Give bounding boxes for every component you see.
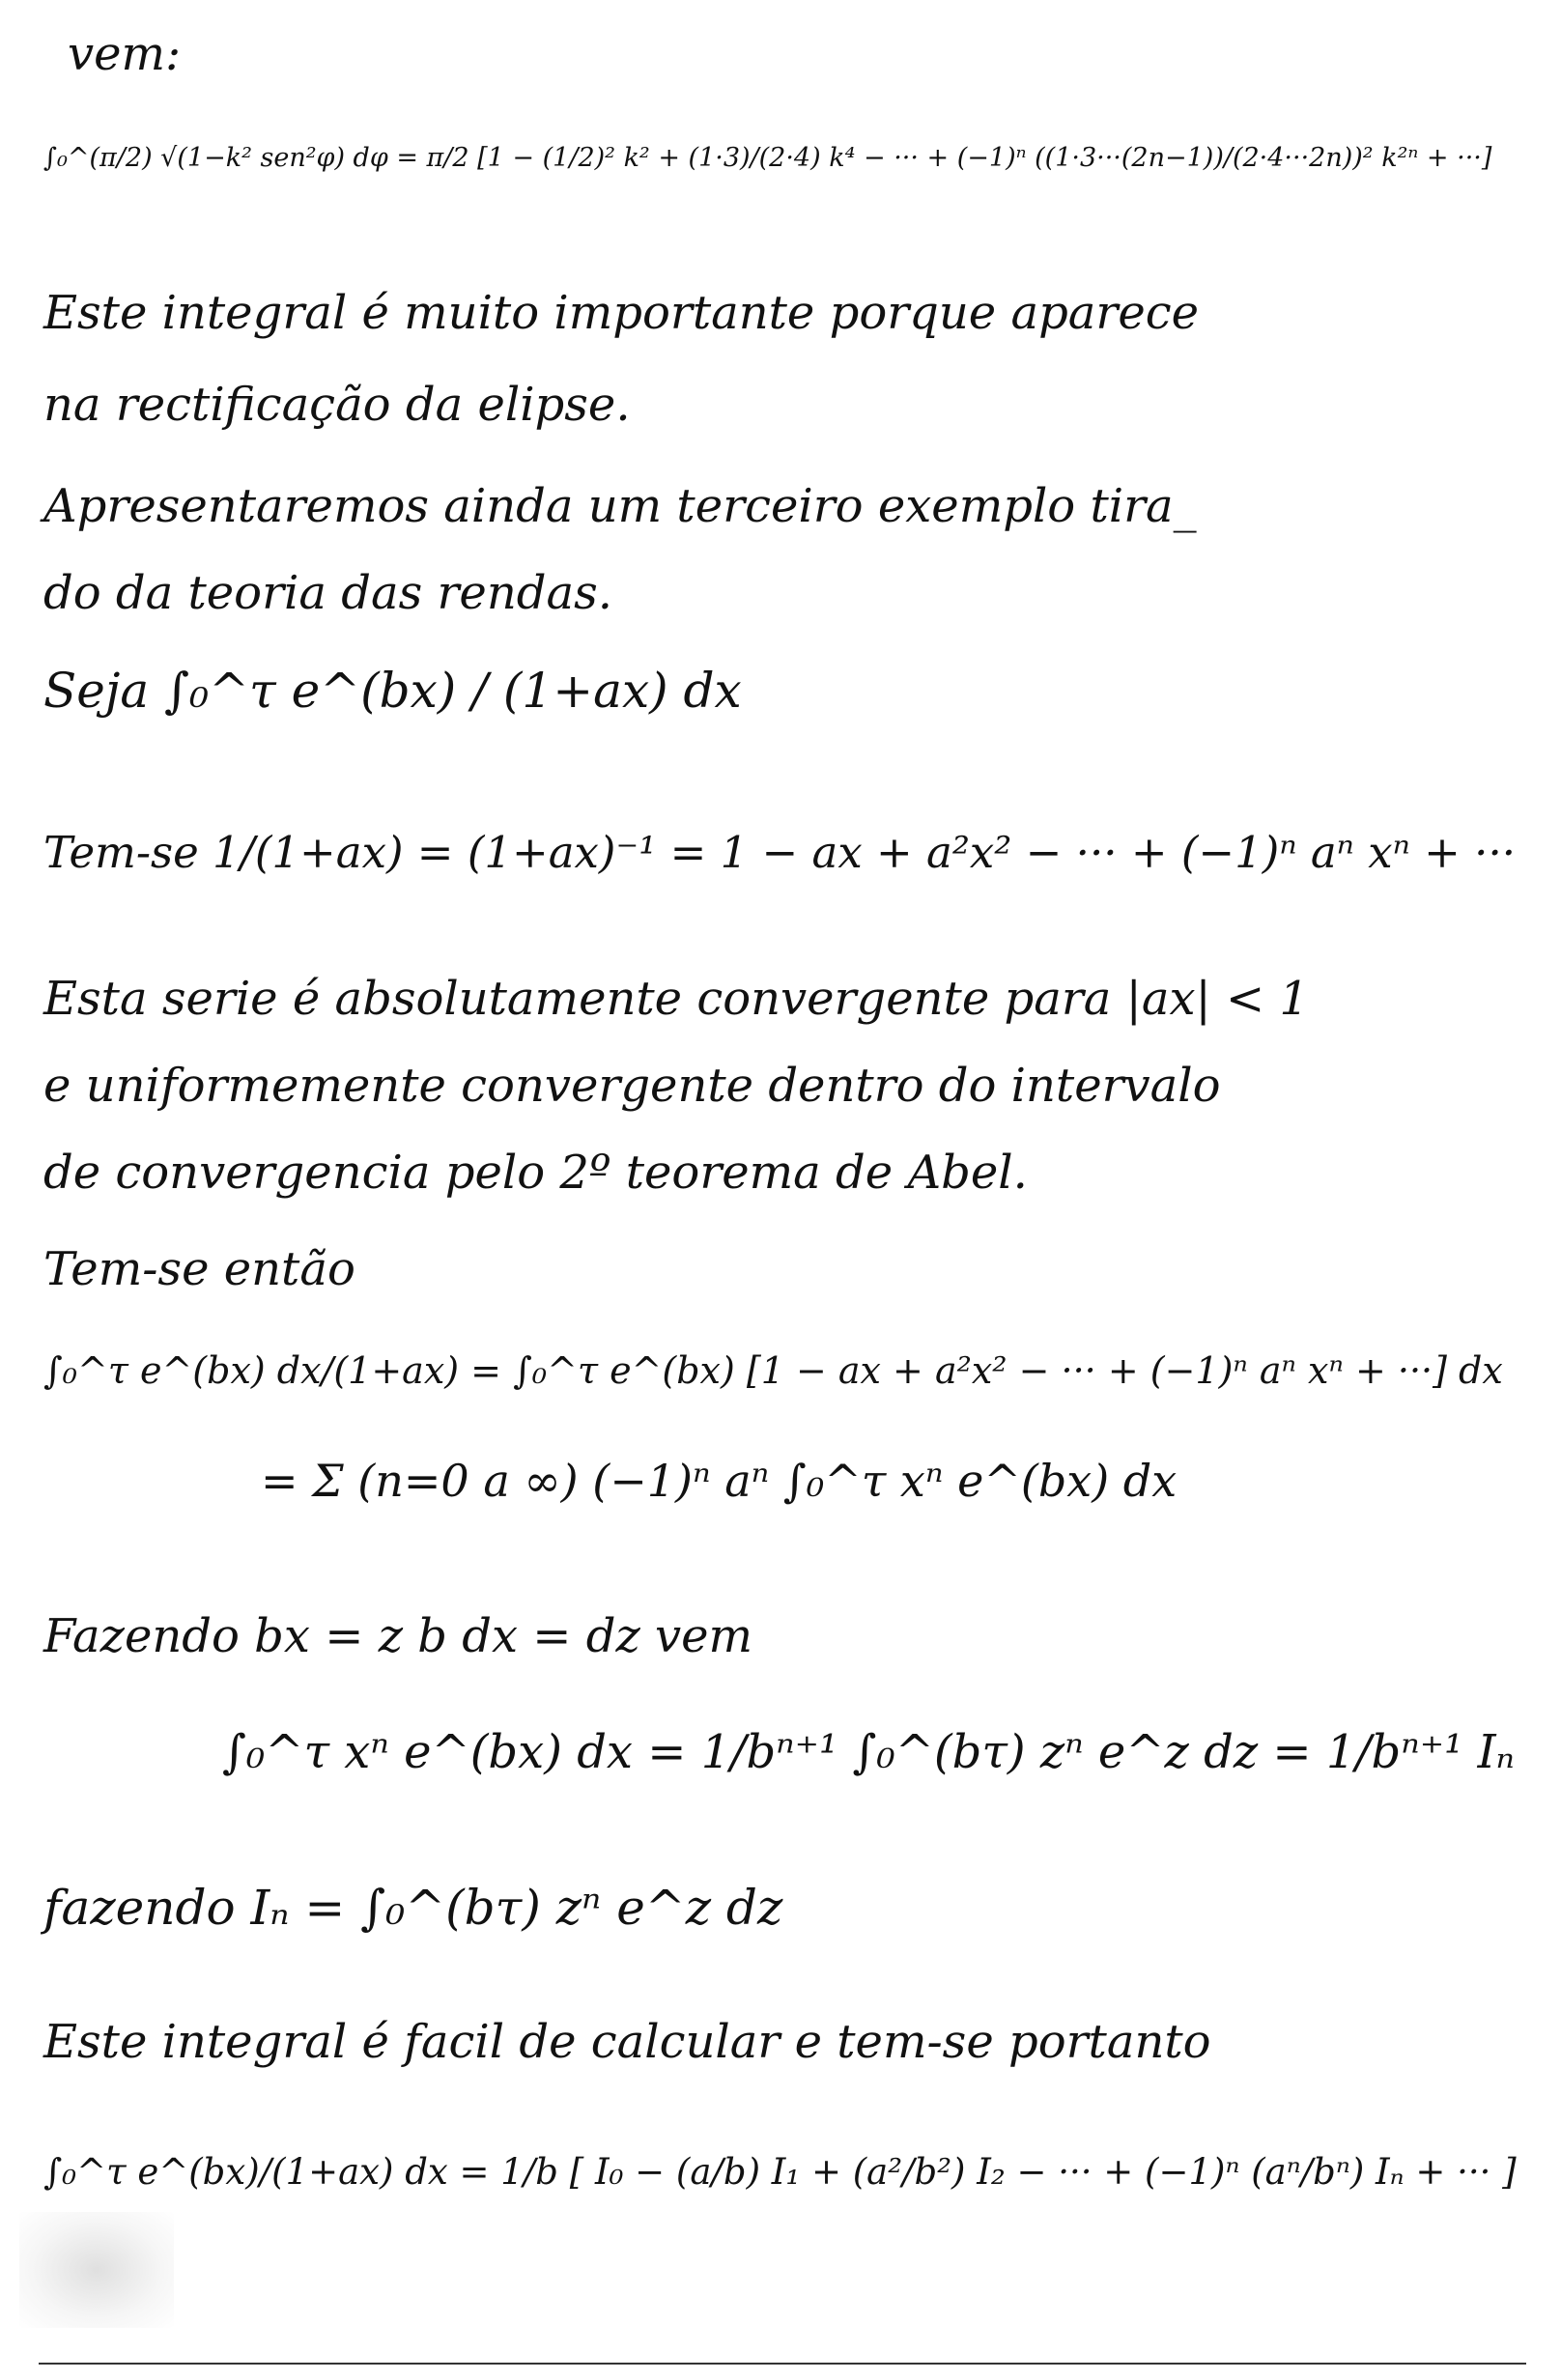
text-line-17: fazendo Iₙ = ∫₀^(bτ) zⁿ e^z dz [43,1880,783,1936]
text-line-16: ∫₀^τ xⁿ e^(bx) dx = 1/bⁿ⁺¹ ∫₀^(bτ) zⁿ e^z dz = 1/bⁿ⁺¹ Iₙ [222,1725,1515,1779]
text-line-12: Tem-se então [43,1242,355,1296]
text-line-13: ∫₀^τ e^(bx) dx/(1+ax) = ∫₀^τ e^(bx) [1 − ax + a²x² − ··· + (−1)ⁿ aⁿ xⁿ + ···] dx [43,1349,1503,1392]
text-line-4: na rectificação da elipse. [43,378,631,432]
text-line-8: Tem-se 1/(1+ax) = (1+ax)⁻¹ = 1 − ax + a²x² − ··· + (−1)ⁿ aⁿ xⁿ + ··· [43,827,1517,878]
text-line-5: Apresentaremos ainda um terceiro exemplo tira_ [43,479,1197,533]
text-line-6: do da teoria das rendas. [43,566,612,620]
text-line-11: de convergencia pelo 2º teorema de Abel. [43,1146,1028,1200]
text-line-15: Fazendo bx = z b dx = dz vem [43,1609,753,1663]
text-line-19: ∫₀^τ e^(bx)/(1+ax) dx = 1/b [ I₀ − (a/b) I₁ + (a²/b²) I₂ − ··· + (−1)ⁿ (aⁿ/bⁿ) Iₙ + ··· ] [43,2151,1517,2193]
text-line-10: e uniformemente convergente dentro do intervalo [43,1059,1221,1113]
text-line-1: vem: [68,27,182,81]
text-line-9: Esta serie é absolutamente convergente para |ax| < 1 [43,972,1309,1026]
text-line-14: = Σ (n=0 a ∞) (−1)ⁿ aⁿ ∫₀^τ xⁿ e^(bx) dx [261,1455,1178,1507]
ink-smudge [19,2212,174,2328]
text-line-3: Este integral é muito importante porque aparece [43,286,1200,340]
text-line-2: ∫₀^(π/2) √(1−k² sen²φ) dφ = π/2 [1 − (1/2)² k² + (1·3)/(2·4) k⁴ − ··· + (−1)ⁿ ((1·3···(2n−1))/(2·4···2n))² k²ⁿ + ···] [43,143,1492,173]
text-line-18: Este integral é facil de calcular e tem-se portanto [43,2015,1211,2069]
page-bottom-rule [39,2363,1526,2365]
text-line-7: Seja ∫₀^τ e^(bx) / (1+ax) dx [43,663,742,719]
